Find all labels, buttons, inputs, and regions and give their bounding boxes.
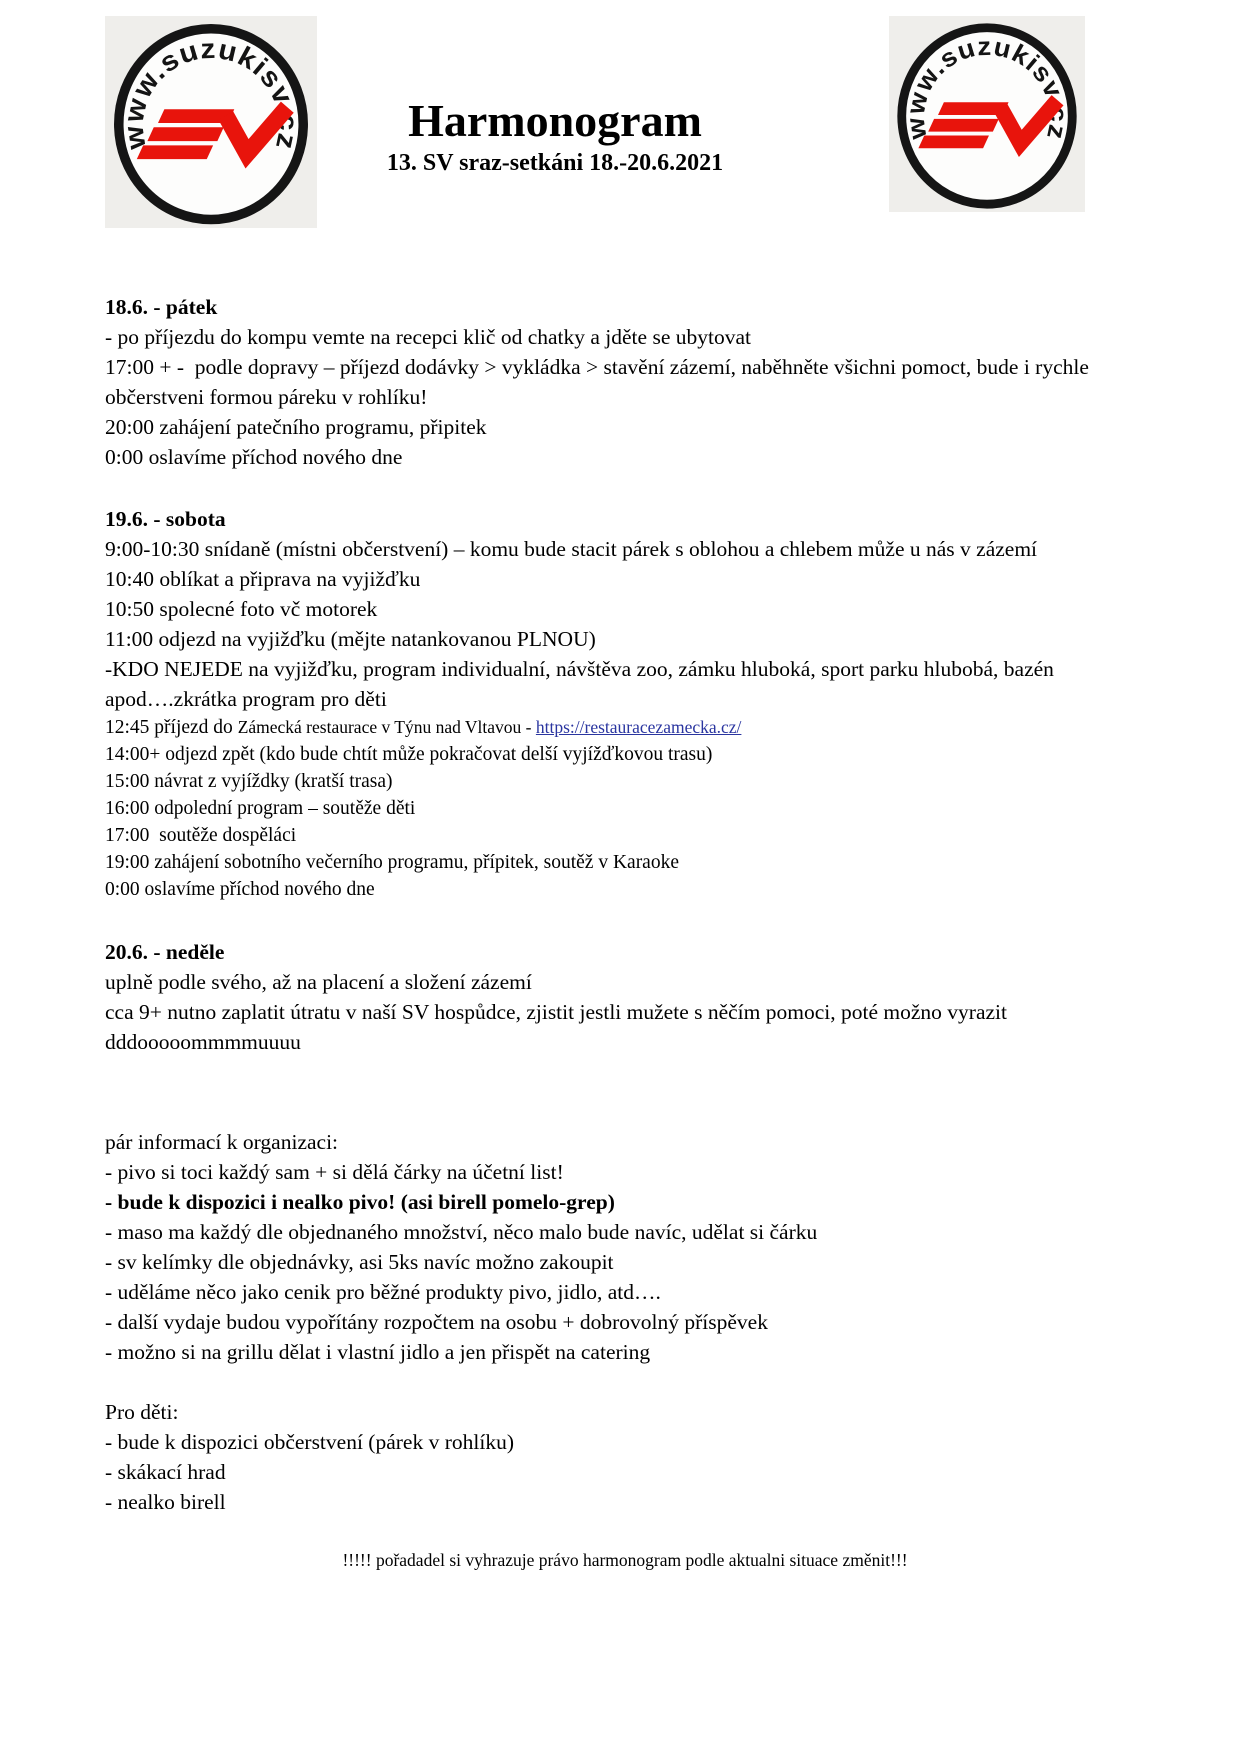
suzukisv-logo-icon [878, 16, 1096, 212]
section-organizace-info [105, 1127, 1145, 1367]
schedule-line: cca 9+ nutno zaplatit útratu v naší SV hospůdce, zjistit jestli mužete s něčím pomoci, poté možno vyrazit dddooooommmmuuuu [105, 1000, 1013, 1054]
suzukisv-logo-left [103, 16, 319, 228]
schedule-line: 16:00 odpolední program – soutěže děti [105, 798, 416, 819]
schedule-line: 20:00 zahájení patečního programu, připitek [105, 415, 487, 439]
page-title: Harmonogram [408, 95, 702, 146]
page-header [0, 0, 1240, 278]
section-heading: 18.6. - pátek [105, 295, 218, 319]
section-heading: 20.6. - neděle [105, 940, 225, 964]
schedule-line: uplně podle svého, až na placení a složení zázemí [105, 970, 532, 994]
section-pro-deti [105, 1397, 1145, 1517]
section-heading: 19.6. - sobota [105, 507, 226, 531]
schedule-line: 10:40 oblíkat a připrava na vyjižďku [105, 567, 421, 591]
schedule-line: 0:00 oslavíme příchod nového dne [105, 879, 375, 900]
schedule-line: 17:00 soutěže dospěláci [105, 825, 297, 846]
schedule-body [0, 278, 1240, 1574]
section-friday [105, 292, 1145, 472]
schedule-line: 17:00 + - podle dopravy – příjezd dodávky > vykládka > stavění zázemí, naběhněte všichni pomoct, bude i rychle občerstveni formou páreku v rohlíku! [105, 355, 1095, 409]
schedule-line: -KDO NEJEDE na vyjižďku, program individualní, návštěva zoo, zámku hluboká, sport parku hlubobá, bazén apod….zkrátka program pro děti [105, 657, 1060, 711]
restaurant-link[interactable]: https://restauracezamecka.cz/ [535, 717, 742, 737]
kids-line: - skákací hrad [105, 1460, 226, 1484]
svg-text:www.suzukisv.cz: www.suzukisv.cz [901, 32, 1072, 142]
section-sunday [105, 937, 1145, 1057]
title-block [320, 96, 790, 177]
schedule-line: - po příjezdu do kompu vemte na recepci klič od chatky a jděte se ubytovat [105, 325, 751, 349]
line-time-prefix: 12:45 příjezd do [105, 717, 238, 738]
info-line: - pivo si toci každý sam + si dělá čárky na účetní list! [105, 1160, 564, 1184]
info-line: - maso ma každý dle objednaného množství, něco malo bude navíc, udělat si čárku [105, 1220, 818, 1244]
info-line-nealko-bold: - bude k dispozici i nealko pivo! (asi birell pomelo-grep) [105, 1190, 615, 1214]
suzukisv-logo-icon [103, 16, 319, 228]
section-heading: Pro děti: [105, 1400, 179, 1424]
schedule-line: 0:00 oslavíme příchod nového dne [105, 445, 403, 469]
info-line: - sv kelímky dle objednávky, asi 5ks navíc možno zakoupit [105, 1250, 614, 1274]
schedule-line-restaurant [105, 714, 1145, 741]
info-line: - další vydaje budou vypořítány rozpočtem na osobu + dobrovolný příspěvek [105, 1310, 768, 1334]
footer-note: !!!!! pořadadel si vyhrazuje právo harmonogram podle aktualni situace změnit!!! [342, 1550, 908, 1570]
schedule-line: 14:00+ odjezd zpět (kdo bude chtít může pokračovat delší vyjížďkovou trasu) [105, 744, 713, 765]
schedule-line: 15:00 návrat z vyjíždky (kratší trasa) [105, 771, 393, 792]
section-saturday [105, 504, 1145, 903]
kids-line: - nealko birell [105, 1490, 226, 1514]
restaurant-name: Zámecká restaurace v Týnu nad Vltavou - [237, 717, 536, 737]
schedule-line: 10:50 spolecné foto vč motorek [105, 597, 378, 621]
suzukisv-logo-right [878, 16, 1096, 212]
info-line: - uděláme něco jako cenik pro běžné produkty pivo, jidlo, atd…. [105, 1280, 661, 1304]
schedule-line: 9:00-10:30 snídaně (místni občerstvení) – komu bude stacit párek s oblohou a chlebem může u nás v zázemí [105, 537, 1038, 561]
section-heading: pár informací k organizaci: [105, 1130, 339, 1154]
schedule-line: 19:00 zahájení sobotního večerního programu, přípitek, soutěž v Karaoke [105, 852, 679, 873]
info-line: - možno si na grillu dělat i vlastní jidlo a jen přispět na catering [105, 1340, 651, 1364]
svg-text:www.suzukisv.cz: www.suzukisv.cz [117, 32, 305, 152]
kids-line: - bude k dispozici občerstvení (párek v rohlíku) [105, 1430, 514, 1454]
page-subtitle: 13. SV sraz-setkáni 18.-20.6.2021 [386, 149, 724, 176]
schedule-line: 11:00 odjezd na vyjižďku (mějte natankovanou PLNOU) [105, 627, 596, 651]
